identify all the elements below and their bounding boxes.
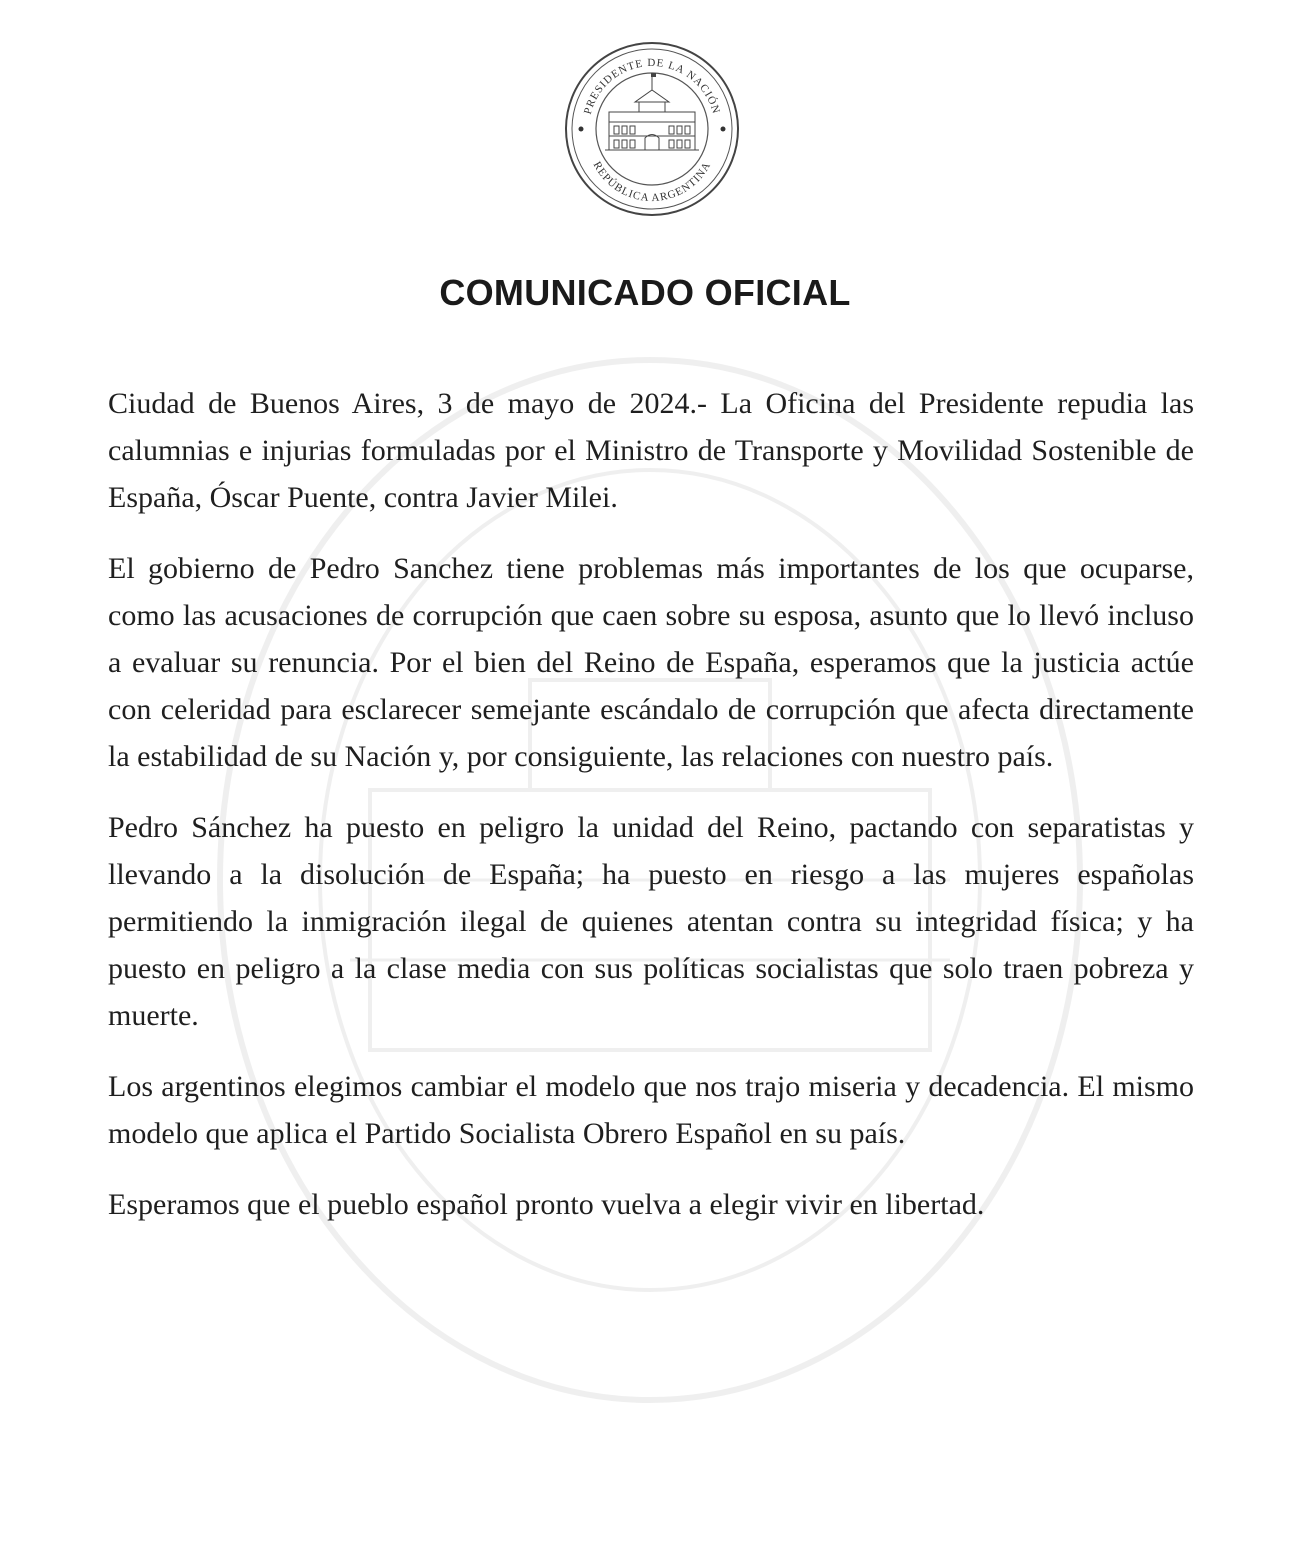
document-body	[108, 380, 1194, 1252]
page-title: COMUNICADO OFICIAL	[439, 272, 851, 313]
paragraph: Esperamos que el pueblo español pronto vuelva a elegir vivir en libertad.	[108, 1188, 985, 1221]
svg-text:REPÚBLICA ARGENTINA	[591, 160, 714, 205]
seal-top-text: PRESIDENTE DE LA NACIÓN	[581, 56, 723, 116]
paragraph: Los argentinos elegimos cambiar el modelo que nos trajo miseria y decadencia. El mismo modelo que aplica el Partido Socialista Obrero Español en su país.	[108, 1070, 1194, 1150]
seal-bottom-text: REPÚBLICA ARGENTINA	[590, 159, 714, 205]
paragraph: Pedro Sánchez ha puesto en peligro la unidad del Reino, pactando con separatistas y llevando a la disolución de España; ha puesto en riesgo a las mujeres españolas permitiendo la inmigración ilegal de quienes atentan contra su integridad física; y ha puesto en peligro a la clase media con sus políticas socialistas que solo traen pobreza y muerte.	[108, 811, 1194, 1032]
casa-rosada-icon	[605, 73, 699, 150]
paragraph: El gobierno de Pedro Sanchez tiene problemas más importantes de los que ocuparse, como las acusaciones de corrupción que caen sobre su esposa, asunto que lo llevó incluso a evaluar su renuncia. Por el bien del Reino de España, esperamos que la justicia actúe con celeridad para esclarecer semejante escándalo de corrupción que afecta directamente la estabilidad de su Nación y, por consiguiente, las relaciones con nuestro país.	[108, 552, 1194, 773]
paragraph: Ciudad de Buenos Aires, 3 de mayo de 2024.- La Oficina del Presidente repudia las calumnias e injurias formuladas por el Ministro de Transporte y Movilidad Sostenible de España, Óscar Puente, contra Javier Milei.	[108, 387, 1194, 514]
presidential-seal	[563, 40, 741, 218]
